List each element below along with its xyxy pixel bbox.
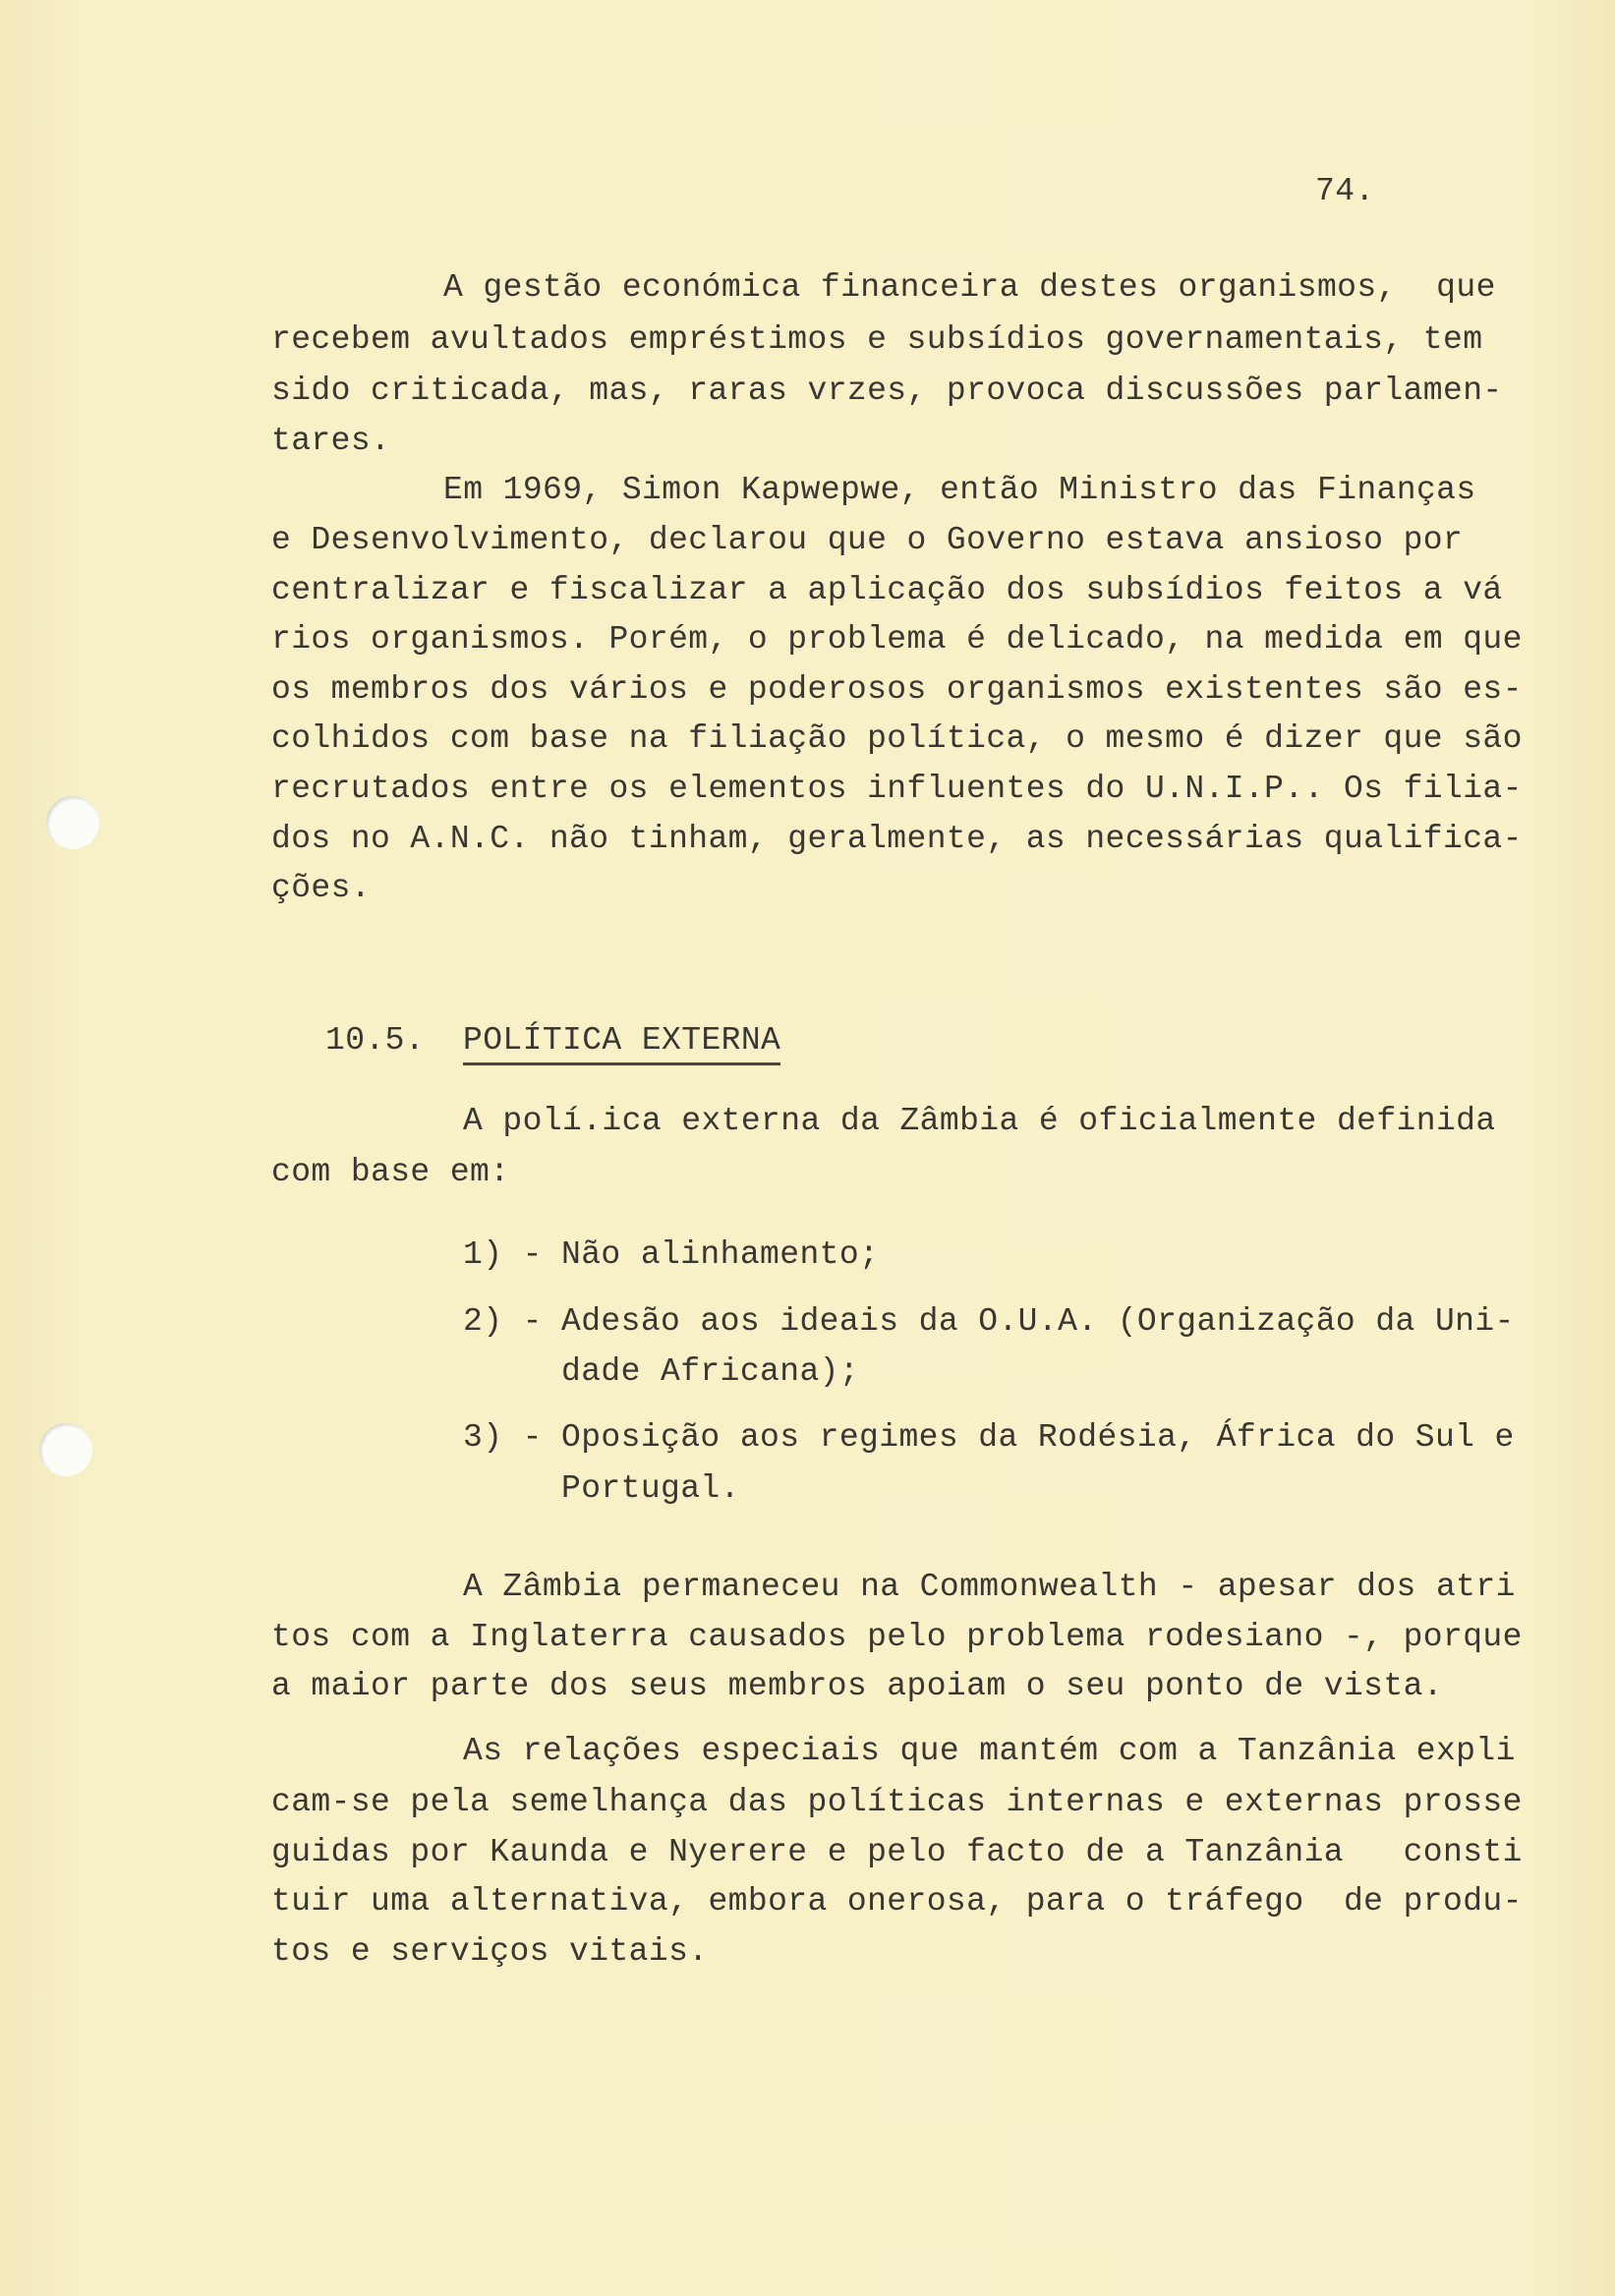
paragraph-line: tos e serviços vitais. (271, 1933, 709, 1970)
paragraph-line: A polí.ica externa da Zâmbia é oficialmente definida (463, 1103, 1496, 1139)
paragraph-line: As relações especiais que mantém com a Tanzânia expli (463, 1733, 1516, 1769)
list-item-text: Oposição aos regimes da Rodésia, África do Sul e (561, 1419, 1515, 1456)
page-number: 74. (1315, 173, 1375, 209)
paragraph-line: tares. (271, 423, 391, 459)
paragraph-line: e Desenvolvimento, declarou que o Governo estava ansioso por (271, 522, 1464, 558)
list-item-text: dade Africana); (561, 1353, 860, 1390)
section-number: 10.5. (325, 1022, 426, 1059)
paragraph-line: com base em: (271, 1154, 510, 1190)
paragraph-line: colhidos com base na filiação política, o mesmo é dizer que são (271, 720, 1523, 757)
paragraph-line: Em 1969, Simon Kapwepwe, então Ministro das Finanças (443, 472, 1476, 508)
paragraph-line: guidas por Kaunda e Nyerere e pelo facto de a Tanzânia consti (271, 1834, 1523, 1870)
paragraph-line: cam-se pela semelhança das políticas internas e externas prosse (271, 1784, 1523, 1820)
punch-hole (39, 1423, 92, 1476)
paragraph-line: os membros dos vários e poderosos organismos existentes são es- (271, 671, 1523, 708)
paragraph-line: recebem avultados empréstimos e subsídios governamentais, tem (271, 321, 1483, 358)
list-number: 2) - (463, 1303, 543, 1340)
list-item-text: Adesão aos ideais da O.U.A. (Organização da Uni- (561, 1303, 1515, 1340)
list-item-text: Portugal. (561, 1470, 740, 1507)
paragraph-line: tos com a Inglaterra causados pelo problema rodesiano -, porque (271, 1619, 1523, 1655)
paragraph-line: centralizar e fiscalizar a aplicação dos subsídios feitos a vá (271, 572, 1503, 608)
list-number: 1) - (463, 1236, 543, 1273)
paragraph-line: sido criticada, mas, raras vrzes, provoca discussões parlamen- (271, 373, 1503, 409)
paragraph-line: ções. (271, 870, 372, 906)
paragraph-line: recrutados entre os elementos influentes do U.N.I.P.. Os filia- (271, 771, 1523, 807)
paragraph-line: A gestão económica financeira destes organismos, que (443, 269, 1496, 306)
paragraph-line: tuir uma alternativa, embora onerosa, para o tráfego de produ- (271, 1883, 1523, 1920)
section-title: POLÍTICA EXTERNA (463, 1021, 780, 1065)
paragraph-line: A Zâmbia permaneceu na Commonwealth - apesar dos atri (463, 1569, 1516, 1605)
list-item-text: Não alinhamento; (561, 1236, 880, 1273)
list-number: 3) - (463, 1419, 543, 1456)
paragraph-line: rios organismos. Porém, o problema é delicado, na medida em que (271, 621, 1523, 658)
paragraph-line: a maior parte dos seus membros apoiam o seu ponto de vista. (271, 1668, 1443, 1704)
punch-hole (46, 796, 99, 849)
paragraph-line: dos no A.N.C. não tinham, geralmente, as necessárias qualifica- (271, 821, 1523, 857)
